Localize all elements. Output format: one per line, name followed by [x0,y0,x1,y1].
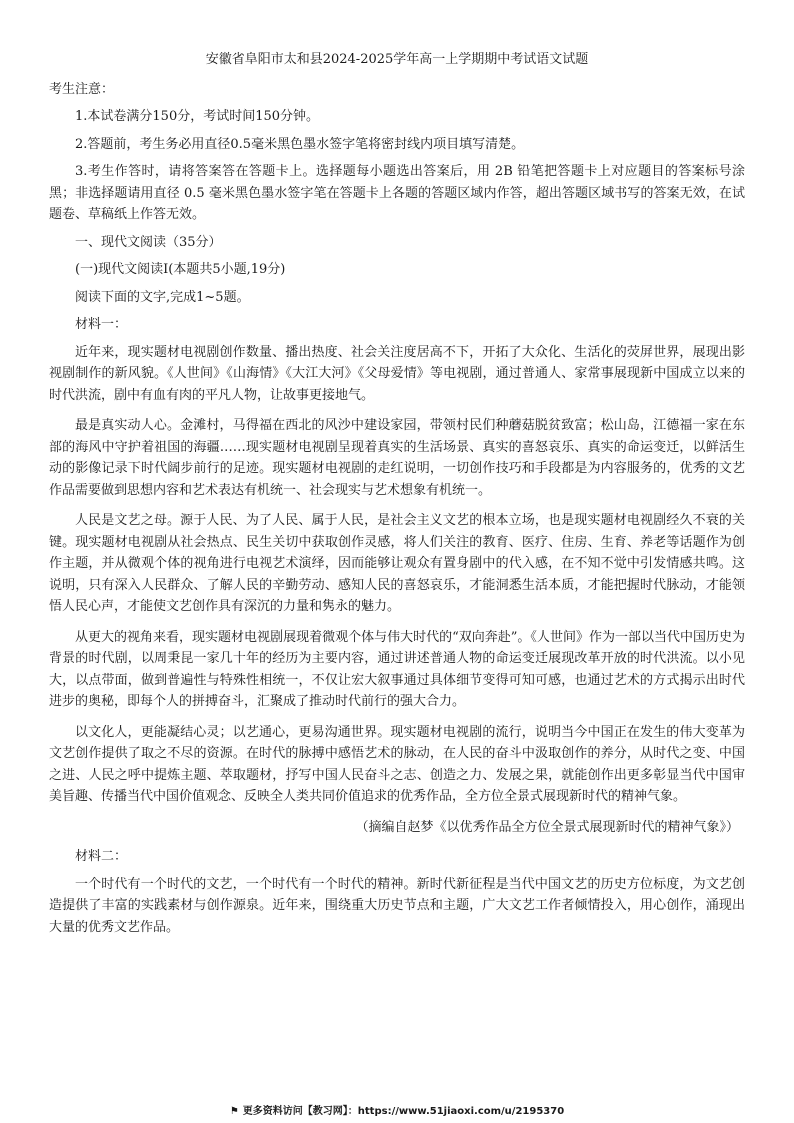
document-title: 安徽省阜阳市太和县2024-2025学年高一上学期期中考试语文试题 [205,52,589,67]
reading-instruction: 阅读下面的文字,完成1~5题。 [75,289,250,305]
material-paragraph: 以文化人，更能凝结心灵；以艺通心，更易沟通世界。现实题材电视剧的流行，说明当今中国正在发生的伟大变革为文艺创作提供了取之不尽的资源。在时代的脉搏中感悟艺术的脉动，在人民的奋斗中汲取创作的养分，从时代之变、中国之进、人民之呼中提炼主题、萃取题材，抒写中国人民奋斗之志、创造之力、发展之果，就能创作出更多彰显当代中国审美旨趣、传播当代中国价值观念、反映全人类共同价值追求的优秀作品，全方位全景式展现新时代的精神气象。 [49,724,745,804]
notice-item: 1.本试卷满分150分，考试时间150分钟。 [75,109,320,124]
footer-link[interactable]: https://www.51jiaoxi.com/u/2195370 [357,1106,565,1117]
footer-text: 更多资料访问【教习网】： [242,1106,358,1117]
subsection-heading: (一)现代文阅读Ⅰ(本题共5小题,19分) [75,262,286,277]
document-body [49,49,745,947]
material-label: 材料二： [75,849,128,864]
notice-heading: 考生注意： [49,81,115,97]
material-label: 材料一： [75,317,128,332]
material-paragraph: 一个时代有一个时代的文艺，一个时代有一个时代的精神。新时代新征程是当代中国文艺的历史方位标度，为文艺创造提供了丰富的实践素材与创作源泉。近年来，围绕重大历史节点和主题，广大文艺工作者倾情投入，用心创作，涌现出大量的优秀文艺作品。 [49,876,745,935]
page-footer [0,1102,794,1117]
material-paragraph: 从更大的视角来看，现实题材电视剧展现着微观个体与伟大时代的“双向奔赴”。《人世间》作为一部以当代中国历史为背景的时代剧，以周秉昆一家几十年的经历为主要内容，通过讲述普通人物的命运变迁展现改革开放的时代洪流。以小见大，以点带面，做到普遍性与特殊性相统一，不仅让宏大叙事通过具体细节变得可知可感，也通过艺术的方式揭示出时代进步的奥秘，即每个人的拼搏奋斗，汇聚成了推动时代前行的强大合力。 [49,629,745,709]
material-paragraph: 近年来，现实题材电视剧创作数量、播出热度、社会关注度居高不下，开拓了大众化、生活化的荧屏世界，展现出影视剧制作的新风貌。《人世间》《山海情》《大江大河》《父母爱情》等电视剧，通过普通人、家常事展现新中国成立以来的时代洪流，剧中有血有肉的平凡人物，让故事更接地气。 [49,344,745,403]
section-heading: 一、现代文阅读（35分） [75,234,222,250]
material-source: （摘编自赵梦《以优秀作品全方位全景式展现新时代的精神气象》） [355,819,739,835]
material-paragraph: 最是真实动人心。金滩村，马得福在西北的风沙中建设家园，带领村民们种蘑菇脱贫致富；松山岛，江德福一家在东部的海风中守护着祖国的海疆……现实题材电视剧呈现着真实的生活场景、真实的喜怒哀乐、真实的命运变迁，以鲜活生动的影像记录下时代阔步前行的足迹。现实题材电视剧的走红说明，一切创作技巧和手段都是为内容服务的，优秀的文艺作品需要做到思想内容和艺术表达有机统一、社会现实与艺术想象有机统一。 [49,418,745,498]
notice-item: 2.答题前，考生务必用直径0.5毫米黑色墨水签字笔将密封线内项目填写清楚。 [75,136,525,152]
flag-icon: ⚑ [229,1106,239,1117]
material-paragraph: 人民是文艺之母。源于人民、为了人民、属于人民，是社会主义文艺的根本立场，也是现实题材电视剧经久不衰的关键。现实题材电视剧从社会热点、民生关切中获取创作灵感，将人们关注的教育、医疗、住房、生育、养老等话题作为创作主题，并从微观个体的视角进行电视艺术演绎，因而能够让观众有置身剧中的代入感，在不知不觉中引发情感共鸣。这说明，只有深入人民群众、了解人民的辛勤劳动、感知人民的喜怒哀乐，才能洞悉生活本质，才能把握时代脉动，才能领悟人民心声，才能使文艺创作具有深沉的力量和隽永的魅力。 [49,513,745,614]
notice-item: 3.考生作答时，请将答案答在答题卡上。选择题每小题选出答案后，用 2B 铅笔把答题卡上对应题目的答案标号涂黑；非选择题请用直径 0.5 毫米黑色墨水签字笔在答题卡上各题的答题区域内作答，超出答题区域书写的答案无效，在试题卷、草稿纸上作答无效。 [49,164,745,222]
